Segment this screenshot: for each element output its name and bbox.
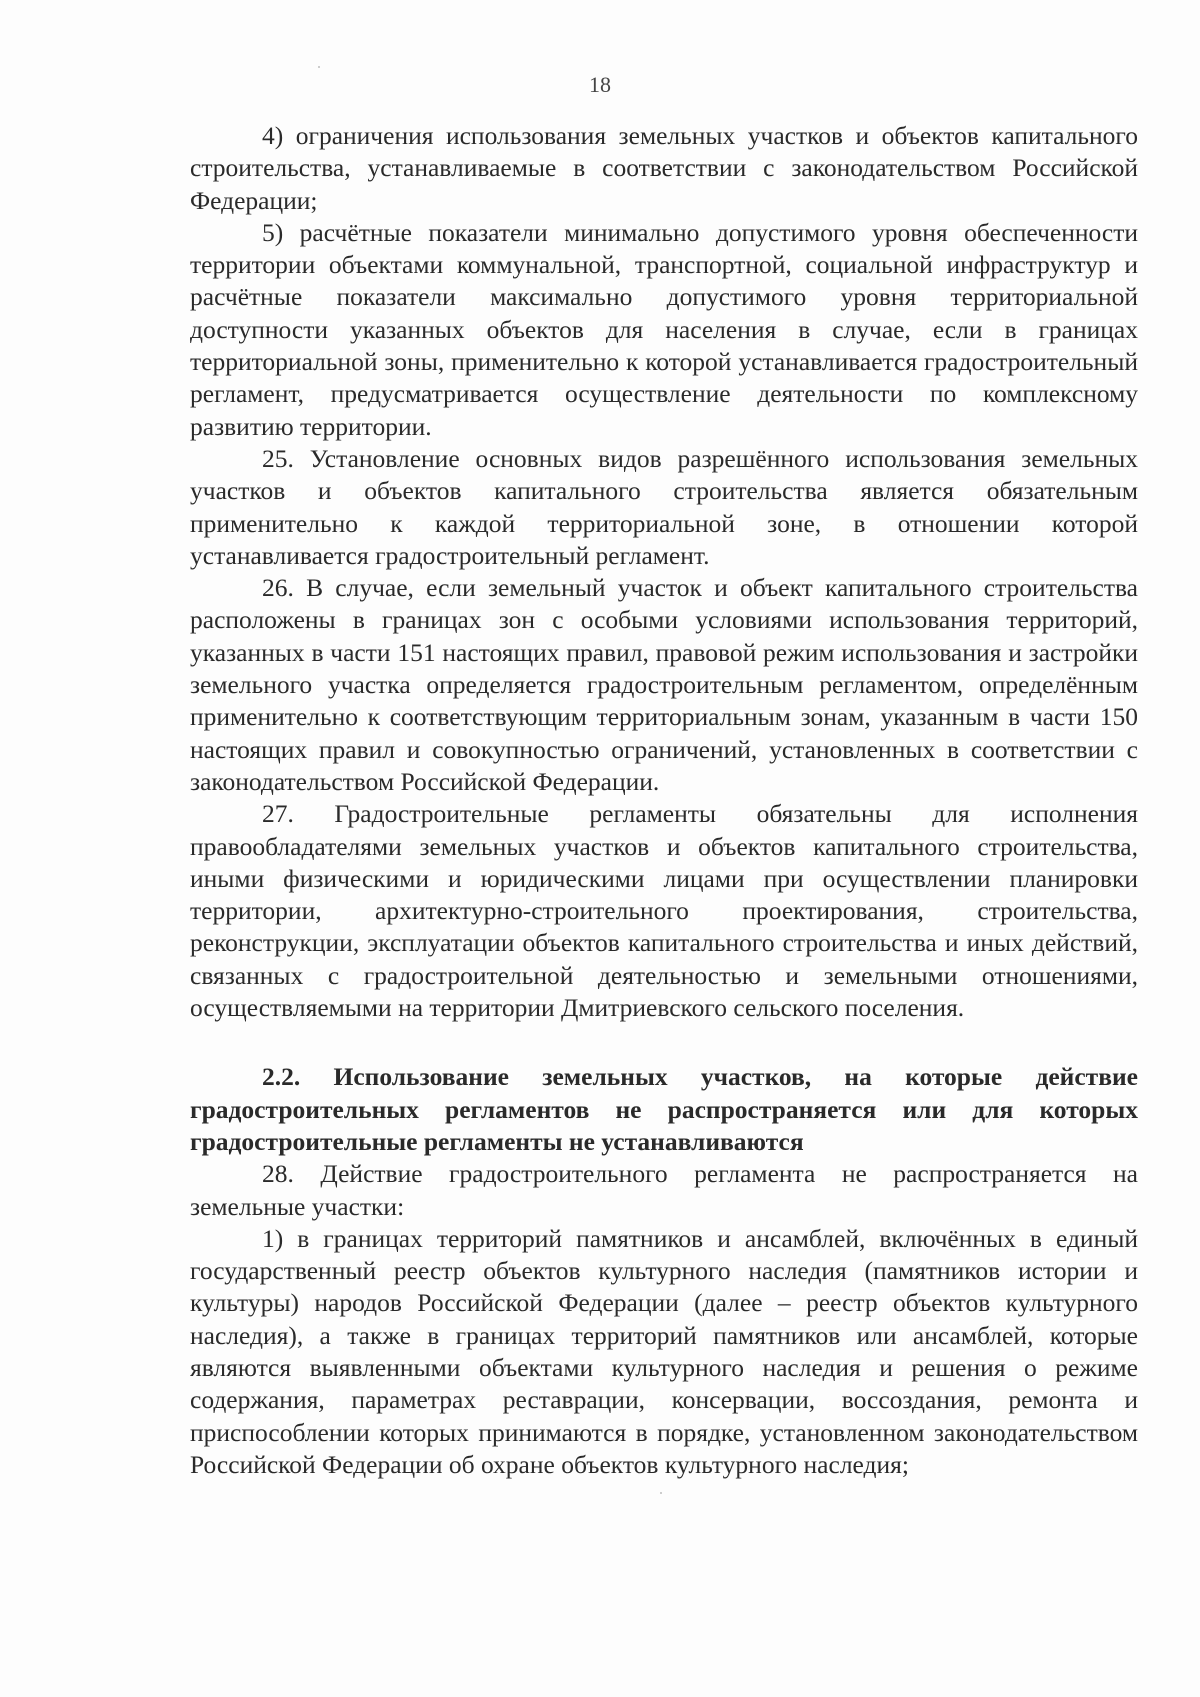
paragraph-27: 27. Градостроительные регламенты обязательны для исполнения правообладателями земельных участков и объектов капитального строительства, иными физическими и юридическими лицами при осуществлении планировки территории, архитектурно-строительного проектирования, строительства, реконструкции, эксплуатации объектов капитального строительства и иных действий, связанных с градостроительной деятельностью и земельными отношениями, осуществляемыми на территории Дмитриевского сельского поселения. (190, 799, 1138, 1023)
paragraph-item-4: 4) ограничения использования земельных участков и объектов капитального строительства, устанавливаемые в соответствии с законодательством Российской Федерации; (190, 121, 1138, 215)
paragraph-item-5: 5) расчётные показатели минимально допустимого уровня обеспеченности территории объектами коммунальной, транспортной, социальной инфраструктур и расчётные показатели максимально допустимого уровня территориальной доступности указанных объектов для населения в случае, если в границах территориальной зоны, применительно к которой устанавливается градостроительный регламент, предусматривается осуществление деятельности по комплексному развитию территории. (190, 217, 1138, 441)
document-body (190, 120, 1138, 1481)
paragraph-26: 26. В случае, если земельный участок и объект капитального строительства расположены в границах зон с особыми условиями использования территорий, указанных в части 151 настоящих правил, правовой режим использования и застройки земельного участка определяется градостроительным регламентом, определённым применительно к соответствующим территориальным зонам, указанным в части 150 настоящих правил и совокупностью ограничений, установленных в соответствии с законодательством Российской Федерации. (190, 573, 1138, 796)
scan-speck (318, 66, 320, 68)
paragraph-25: 25. Установление основных видов разрешённого использования земельных участков и объектов капитального строительства является обязательным применительно к каждой территориальной зоне, в отношении которой устанавливается градостроительный регламент. (190, 443, 1138, 570)
paragraph-28: 28. Действие градостроительного регламента не распространяется на земельные участки: (190, 1159, 1138, 1221)
scan-speck (660, 1492, 662, 1494)
page-number: 18 (589, 72, 611, 97)
paragraph-28-item-1: 1) в границах территорий памятников и ансамблей, включённых в единый государственный реестр объектов культурного наследия (памятников истории и культуры) народов Российской Федерации (далее – реестр объектов культурного наследия), а также в границах территорий памятников или ансамблей, которые являются выявленными объектами культурного наследия и решения о режиме содержания, параметрах реставрации, консервации, воссоздания, ремонта и приспособлении которых принимаются в порядке, установленном законодательством Российской Федерации об охране объектов культурного наследия; (190, 1223, 1138, 1479)
section-heading: 2.2. Использование земельных участков, на которые действие градостроительных регламентов не распространяется или для которых градостроительные регламенты не устанавливаются (190, 1062, 1138, 1156)
